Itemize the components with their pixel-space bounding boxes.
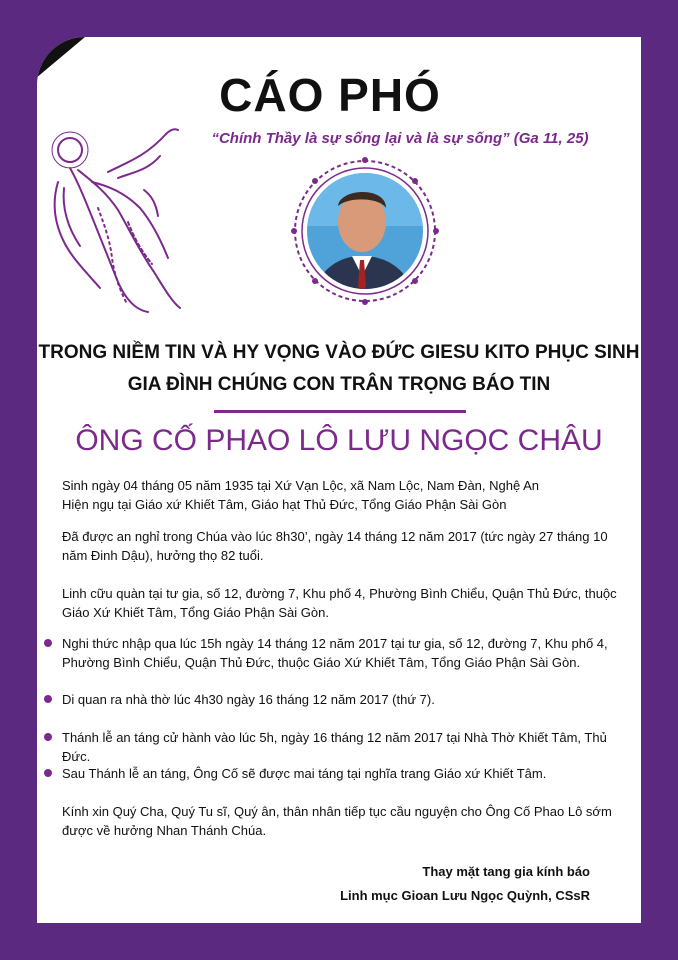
headline-faith: TRONG NIỀM TIN VÀ HY VỌNG VÀO ĐỨC GIESU KITO PHỤC SINH [38,342,640,363]
birth-line-2: Hiện ngụ tại Giáo xứ Khiết Tâm, Giáo hạt Thủ Đức, Tổng Giáo Phận Sài Gòn [62,497,507,512]
portrait-photo [290,156,440,306]
coffin-info: Linh cữu quàn tại tư gia, số 12, đường 7, Khu phố 4, Phường Bình Chiểu, Quận Thủ Đức, thuộc Giáo Xứ Khiết Tâm, Tổng Giáo Phận Sài Gòn. [62,586,617,620]
schedule-item: Thánh lễ an táng cử hành vào lúc 5h, ngày 16 tháng 12 năm 2017 tại Nhà Thờ Khiết Tâm, Thủ Đức. [62,730,607,764]
passing-info: Đã được an nghỉ trong Chúa vào lúc 8h30’, ngày 14 tháng 12 năm 2017 (tức ngày 27 tháng 10 năm Đinh Dậu), hưởng thọ 82 tuổi. [62,529,608,563]
schedule-item: Di quan ra nhà thờ lúc 4h30 ngày 16 tháng 12 năm 2017 (thứ 7). [62,692,435,707]
prayer-request: Kính xin Quý Cha, Quý Tu sĩ, Quý ân, thân nhân tiếp tục cầu nguyện cho Ông Cố Phao Lô sớm được về hưởng Nhan Thánh Chúa. [62,804,612,838]
bullet-icon [44,769,52,777]
bullet-icon [44,733,52,741]
signature-line-1: Thay mặt tang gia kính báo [422,864,590,879]
schedule-item: Nghi thức nhập qua lúc 15h ngày 14 tháng 12 năm 2017 tại tư gia, số 12, đường 7, Khu phố 4, Phường Bình Chiểu, Quận Thủ Đức, thuộc Giáo Xứ Khiết Tâm, Tổng Giáo Phận Sài Gòn. [62,636,608,670]
bullet-icon [44,695,52,703]
bullet-icon [44,639,52,647]
deceased-name: ÔNG CỐ PHAO LÔ LƯU NGỌC CHÂU [75,424,603,457]
headline-announcement: GIA ĐÌNH CHÚNG CON TRÂN TRỌNG BÁO TIN [127,374,551,395]
schedule-item: Sau Thánh lễ an táng, Ông Cố sẽ được mai táng tại nghĩa trang Giáo xứ Khiết Tâm. [62,766,547,781]
scripture-verse: “Chính Thầy là sự sống lại và là sự sống” (Ga 11, 25) [211,130,589,147]
divider [214,410,466,413]
portrait-frame [290,156,440,306]
birth-line-1: Sinh ngày 04 tháng 05 năm 1935 tại Xứ Vạn Lộc, xã Nam Lộc, Nam Đàn, Nghệ An [62,478,539,493]
page-title: CÁO PHÓ [219,69,441,121]
signature-line-2: Linh mục Gioan Lưu Ngọc Quỳnh, CSsR [340,888,590,903]
